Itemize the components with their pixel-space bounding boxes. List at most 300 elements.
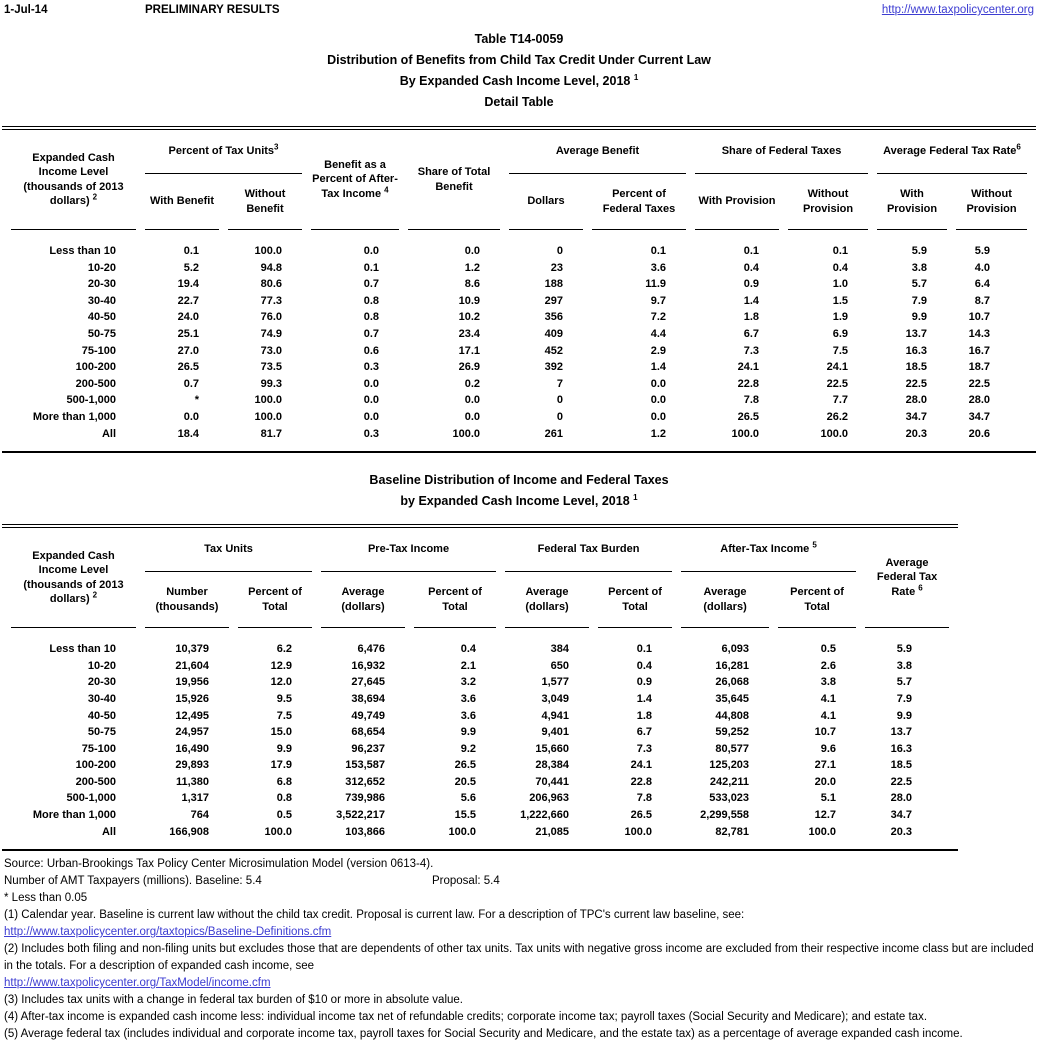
cell: 0.8 <box>276 792 293 805</box>
row-label: More than 1,000 <box>32 809 116 822</box>
cell: 0.3 <box>363 427 379 440</box>
table-row <box>11 790 949 807</box>
cell: 1,317 <box>181 792 209 805</box>
cell: 2.1 <box>460 659 477 672</box>
group-header-average-federal-tax-rate: Average Federal Tax Rate$^6$ <box>877 130 1027 174</box>
cell: 22.5 <box>826 377 848 390</box>
income-definition-link[interactable]: http://www.taxpolicycenter.org/TaxModel/income.cfm <box>4 977 271 990</box>
row-label: 100-200 <box>75 759 116 772</box>
cell: 1.2 <box>650 427 666 440</box>
table-row <box>11 674 949 691</box>
footnote-4: (4) After-tax income is expanded cash income less: individual income tax net of refundable credits; corporate income tax; payroll taxes (Social Security and Medicare); and estate tax. <box>4 1011 928 1024</box>
baseline-definitions-link[interactable]: http://www.taxpolicycenter.org/taxtopics/Baseline-Definitions.cfm <box>4 926 332 939</box>
column-header-average-federal-tax-rate: Average Federal Tax Rate $^6$ <box>865 528 949 628</box>
cell: 0.7 <box>363 278 379 291</box>
cell: 0.9 <box>636 676 653 689</box>
cell: 0.0 <box>650 377 666 390</box>
column-header-average-pretax: Average (dollars) <box>321 572 405 628</box>
cell: 18.4 <box>177 427 199 440</box>
cell: 3.8 <box>820 676 837 689</box>
cell: 26.2 <box>826 410 848 423</box>
cell: 0.1 <box>650 245 666 257</box>
cell: 1.4 <box>650 361 666 374</box>
cell: 0.5 <box>820 643 837 656</box>
amt-taxpayers-note <box>4 873 1038 890</box>
cell: 0.4 <box>832 261 848 274</box>
cell: 1.0 <box>832 278 848 291</box>
cell: 0.7 <box>183 377 199 390</box>
row-label: All <box>101 825 116 838</box>
column-header-with-benefit: With Benefit <box>145 174 219 230</box>
row-label: 20-30 <box>87 676 116 689</box>
cell: 4,941 <box>541 709 570 722</box>
cell: 10.9 <box>458 294 480 307</box>
cell: 1.5 <box>832 294 848 307</box>
subtitle: By Expanded Cash Income Level, 2018 $^1$ <box>399 72 639 88</box>
group-header-average-benefit: Average Benefit <box>509 130 686 174</box>
cell: 3,049 <box>541 692 570 705</box>
cell: 5.9 <box>974 245 990 257</box>
cell: 3.6 <box>650 261 666 274</box>
column-header-rate-without-provision: Without Provision <box>956 174 1027 230</box>
cell: 16.3 <box>905 344 927 357</box>
cell: 0.1 <box>183 245 199 257</box>
row-label: 50-75 <box>87 327 116 340</box>
cell: 7.5 <box>832 344 848 357</box>
cell: 9.2 <box>460 742 477 755</box>
cell: 38,694 <box>351 692 386 705</box>
cell: 19,956 <box>175 676 209 689</box>
cell: 764 <box>190 809 209 822</box>
footnote-3: (3) Includes tax units with a change in federal tax burden of $10 or more in absolute value. <box>4 994 463 1007</box>
row-label: 75-100 <box>81 344 116 357</box>
table-row <box>11 326 1027 343</box>
table-row <box>11 774 949 791</box>
row-label: 10-20 <box>87 261 116 274</box>
cell: 7.9 <box>896 692 913 705</box>
cell: 356 <box>544 311 563 324</box>
table-row <box>11 628 949 658</box>
cell: 94.8 <box>260 261 282 274</box>
cell: 5.9 <box>911 245 927 257</box>
cell: 7.8 <box>743 394 759 407</box>
cell: 0.6 <box>363 344 379 357</box>
cell: 0 <box>556 410 563 423</box>
table-row <box>11 260 1027 277</box>
cell: 9.5 <box>276 692 293 705</box>
cell: 21,604 <box>175 659 209 672</box>
column-header-percent-of-total-units: Percent of Total <box>238 572 312 628</box>
cell: 22.8 <box>737 377 759 390</box>
cell: 24.1 <box>826 361 848 374</box>
top-header-bar <box>0 0 1038 16</box>
cell: 261 <box>544 427 563 440</box>
footnote-5: (5) Average federal tax (includes individual and corporate income tax, payroll taxes for Social Security and Medicare, and the estate tax) as a percentage of average expanded cash income. <box>4 1028 963 1041</box>
cell: 29,893 <box>175 759 209 772</box>
cell: 100.0 <box>254 394 282 407</box>
cell: 0.0 <box>464 245 480 257</box>
cell: 0 <box>556 394 563 407</box>
cell: 15.0 <box>270 726 293 739</box>
table-row <box>11 409 1027 426</box>
cell: 82,781 <box>715 825 750 838</box>
group-header-percent-of-tax-units: Percent of Tax Units$^3$ <box>145 130 302 174</box>
cell: 7.8 <box>636 792 653 805</box>
amt-baseline-value: Number of AMT Taxpayers (millions). Baseline: 5.4 <box>4 875 262 888</box>
preliminary-results-label: PRELIMINARY RESULTS <box>145 4 280 16</box>
cell: 0.0 <box>363 245 379 257</box>
asterisk-note: * Less than 0.05 <box>4 892 88 905</box>
cell: 81.7 <box>260 427 282 440</box>
column-header-without-benefit: Without Benefit <box>228 174 302 230</box>
cell: 3.8 <box>896 659 913 672</box>
cell: 1.2 <box>464 261 480 274</box>
column-header-rate-with-provision: With Provision <box>877 174 947 230</box>
cell: 409 <box>544 327 563 340</box>
cell: 8.7 <box>974 294 990 307</box>
cell: 100.0 <box>820 427 848 440</box>
cell: 24.1 <box>630 759 653 772</box>
cell: 28.0 <box>890 792 913 805</box>
cell: 21,085 <box>535 825 570 838</box>
cell: 24.1 <box>737 361 759 374</box>
cell: 10.7 <box>814 726 837 739</box>
column-header-income-level: Expanded Cash Income Level (thousands of 2013 dollars) $^2$ <box>11 528 136 628</box>
cell: 17.1 <box>458 344 480 357</box>
cell: 2.6 <box>820 659 837 672</box>
cell: 6.8 <box>276 775 293 788</box>
cell: 9.7 <box>650 294 666 307</box>
row-label: Less than 10 <box>49 245 116 257</box>
cell: 10.2 <box>458 311 480 324</box>
column-header-share-of-total-benefit: Share of Total Benefit <box>408 130 500 230</box>
row-label: 30-40 <box>87 692 116 705</box>
cell: 13.7 <box>890 726 913 739</box>
cell: 17.9 <box>270 759 293 772</box>
cell: 80,577 <box>715 742 750 755</box>
cell: 392 <box>544 361 563 374</box>
cell: 5.7 <box>911 278 927 291</box>
table-number-title: Table T14-0059 <box>474 32 564 46</box>
cell: 20.3 <box>905 427 927 440</box>
cell: 20.3 <box>890 825 913 838</box>
row-label: 500-1,000 <box>66 394 116 407</box>
row-label: 100-200 <box>75 361 116 374</box>
cell: 166,908 <box>169 825 209 838</box>
cell: 650 <box>550 659 570 672</box>
cell: 22.5 <box>890 775 913 788</box>
cell: 16,490 <box>175 742 209 755</box>
column-header-percent-of-total-aftertax: Percent of Total <box>778 572 856 628</box>
cell: 4.4 <box>650 327 666 340</box>
cell: 3.2 <box>460 676 477 689</box>
cell: 0.0 <box>650 394 666 407</box>
cell: 125,203 <box>709 759 750 772</box>
row-label: 40-50 <box>87 311 116 324</box>
cell: 1.9 <box>832 311 848 324</box>
table-row <box>11 724 949 741</box>
cell: 9.9 <box>460 726 477 739</box>
table-row <box>11 708 949 725</box>
cell: 0.1 <box>636 643 653 656</box>
cell: 23.4 <box>458 327 480 340</box>
cell: 10,379 <box>175 643 209 656</box>
cell: 3,522,217 <box>336 809 386 822</box>
table-row <box>11 309 1027 326</box>
cell: 1,577 <box>541 676 570 689</box>
cell: 9.9 <box>896 709 913 722</box>
cell: 5.2 <box>183 261 199 274</box>
cell: 68,654 <box>351 726 386 739</box>
cell: 0.8 <box>363 294 379 307</box>
cell: 20.6 <box>968 427 990 440</box>
cell: 100.0 <box>254 410 282 423</box>
cell: 15.5 <box>454 809 477 822</box>
cell: * <box>194 394 199 407</box>
baseline-distribution-table <box>2 524 958 851</box>
cell: 153,587 <box>345 759 386 772</box>
cell: 27.1 <box>814 759 837 772</box>
detail-table-label: Detail Table <box>484 95 554 109</box>
column-header-number-thousands: Number (thousands) <box>145 572 229 628</box>
row-label: 40-50 <box>87 709 116 722</box>
cell: 0.9 <box>743 278 759 291</box>
cell: 4.0 <box>974 261 990 274</box>
cell: 12.7 <box>814 809 837 822</box>
column-header-average-burden: Average (dollars) <box>505 572 589 628</box>
cell: 20.0 <box>814 775 837 788</box>
cell: 28.0 <box>905 394 927 407</box>
group-header-after-tax-income: After-Tax Income $^5$ <box>681 528 856 572</box>
baseline-subtitle: by Expanded Cash Income Level, 2018 $^1$ <box>400 492 638 509</box>
cell: 0.5 <box>276 809 293 822</box>
cell: 26.9 <box>458 361 480 374</box>
table-row <box>11 658 949 675</box>
cell: 73.0 <box>260 344 282 357</box>
table-row <box>11 757 949 774</box>
cell: 70,441 <box>535 775 570 788</box>
cell: 5.1 <box>820 792 837 805</box>
cell: 100.0 <box>448 825 477 838</box>
cell: 16,932 <box>351 659 386 672</box>
cell: 26.5 <box>177 361 199 374</box>
group-header-federal-tax-burden: Federal Tax Burden <box>505 528 672 572</box>
cell: 384 <box>550 643 570 656</box>
cell: 6,476 <box>357 643 386 656</box>
cell: 18.5 <box>890 759 913 772</box>
cell: 28.0 <box>968 394 990 407</box>
cell: 7.3 <box>636 742 653 755</box>
cell: 7.5 <box>276 709 293 722</box>
column-header-dollars: Dollars <box>509 174 583 230</box>
cell: 188 <box>544 278 563 291</box>
cell: 100.0 <box>452 427 480 440</box>
cell: 35,645 <box>715 692 750 705</box>
column-header-share-with-provision: With Provision <box>695 174 779 230</box>
table-row <box>11 824 949 850</box>
table-row <box>11 359 1027 376</box>
cell: 16,281 <box>715 659 750 672</box>
document-title-block <box>0 29 1038 113</box>
cell: 312,652 <box>345 775 386 788</box>
table-row <box>11 807 949 824</box>
column-header-percent-of-total-pretax: Percent of Total <box>414 572 496 628</box>
taxpolicycenter-link[interactable]: http://www.taxpolicycenter.org <box>881 4 1034 16</box>
cell: 297 <box>544 294 563 307</box>
cell: 4.1 <box>820 709 837 722</box>
source-note: Source: Urban-Brookings Tax Policy Center Microsimulation Model (version 0613-4). <box>4 858 434 871</box>
footnotes-block <box>0 856 1038 1043</box>
group-header-pre-tax-income: Pre-Tax Income <box>321 528 496 572</box>
cell: 4.1 <box>820 692 837 705</box>
table-row <box>11 741 949 758</box>
table-row <box>11 230 1027 260</box>
cell: 452 <box>544 344 563 357</box>
cell: 9.9 <box>276 742 293 755</box>
cell: 9.6 <box>820 742 837 755</box>
cell: 7.7 <box>832 394 848 407</box>
footnote-2: (2) Includes both filing and non-filing units but excludes those that are dependents of other tax units. Tax units with negative gross income are excluded from their respective income class but are included in the totals. For a description of expanded cash income, see <box>4 943 1034 973</box>
cell: 0.4 <box>460 643 477 656</box>
cell: 6.4 <box>974 278 990 291</box>
cell: 0.0 <box>363 410 379 423</box>
cell: 12.0 <box>270 676 293 689</box>
cell: 16.7 <box>968 344 990 357</box>
cell: 9,401 <box>541 726 570 739</box>
cell: 34.7 <box>890 809 913 822</box>
cell: 6.7 <box>636 726 653 739</box>
cell: 0.4 <box>743 261 759 274</box>
main-title: Distribution of Benefits from Child Tax Credit Under Current Law <box>327 53 711 67</box>
group-header-share-of-federal-taxes: Share of Federal Taxes <box>695 130 868 174</box>
cell: 6.9 <box>832 327 848 340</box>
cell: 22.5 <box>905 377 927 390</box>
cell: 1.4 <box>636 692 653 705</box>
cell: 2.9 <box>650 344 666 357</box>
cell: 0.3 <box>363 361 379 374</box>
cell: 11.9 <box>645 278 666 291</box>
row-label: 500-1,000 <box>66 792 116 805</box>
row-label: 10-20 <box>87 659 116 672</box>
cell: 0.1 <box>743 245 759 257</box>
cell: 15,660 <box>535 742 570 755</box>
cell: 5.6 <box>460 792 477 805</box>
group-header-tax-units: Tax Units <box>145 528 312 572</box>
cell: 0.0 <box>464 394 480 407</box>
cell: 0.2 <box>464 377 480 390</box>
cell: 26.5 <box>630 809 653 822</box>
cell: 0.7 <box>363 327 379 340</box>
cell: 74.9 <box>260 327 282 340</box>
cell: 100.0 <box>624 825 653 838</box>
cell: 13.7 <box>905 327 927 340</box>
cell: 18.5 <box>905 361 927 374</box>
cell: 7.9 <box>911 294 927 307</box>
cell: 22.8 <box>630 775 653 788</box>
table-row <box>11 376 1027 393</box>
cell: 76.0 <box>260 311 282 324</box>
cell: 206,963 <box>529 792 570 805</box>
cell: 24,957 <box>175 726 209 739</box>
cell: 22.5 <box>968 377 990 390</box>
row-label: 20-30 <box>87 278 116 291</box>
table-row <box>11 293 1027 310</box>
cell: 18.7 <box>968 361 990 374</box>
column-header-percent-of-total-burden: Percent of Total <box>598 572 672 628</box>
cell: 24.0 <box>177 311 199 324</box>
cell: 533,023 <box>709 792 750 805</box>
cell: 26.5 <box>737 410 759 423</box>
baseline-table-title-block <box>0 470 1038 512</box>
cell: 12,495 <box>175 709 209 722</box>
cell: 12.9 <box>270 659 293 672</box>
cell: 26,068 <box>715 676 750 689</box>
cell: 2,299,558 <box>700 809 750 822</box>
cell: 34.7 <box>905 410 927 423</box>
cell: 1,222,660 <box>520 809 570 822</box>
cell: 0 <box>556 245 563 257</box>
table-row <box>11 276 1027 293</box>
cell: 100.0 <box>808 825 837 838</box>
row-label: Less than 10 <box>49 643 116 656</box>
cell: 49,749 <box>351 709 386 722</box>
cell: 0.0 <box>650 410 666 423</box>
cell: 28,384 <box>535 759 570 772</box>
cell: 25.1 <box>177 327 199 340</box>
cell: 103,866 <box>345 825 386 838</box>
footnote-1: (1) Calendar year. Baseline is current law without the child tax credit. Proposal is current law. For a description of TPC's current law baseline, see: <box>4 909 745 922</box>
benefit-distribution-table <box>2 126 1036 453</box>
cell: 0.0 <box>363 394 379 407</box>
column-header-average-aftertax: Average (dollars) <box>681 572 769 628</box>
cell: 6.7 <box>743 327 759 340</box>
cell: 14.3 <box>968 327 990 340</box>
cell: 59,252 <box>715 726 750 739</box>
cell: 3.6 <box>460 709 477 722</box>
cell: 7 <box>556 377 563 390</box>
cell: 1.4 <box>743 294 759 307</box>
cell: 0.1 <box>363 261 379 274</box>
cell: 3.6 <box>460 692 477 705</box>
cell: 73.5 <box>260 361 282 374</box>
report-date: 1-Jul-14 <box>4 4 48 16</box>
cell: 27.0 <box>177 344 199 357</box>
cell: 100.0 <box>264 825 293 838</box>
cell: 0.0 <box>363 377 379 390</box>
cell: 1.8 <box>636 709 653 722</box>
cell: 77.3 <box>260 294 282 307</box>
cell: 0.4 <box>636 659 653 672</box>
cell: 8.6 <box>464 278 480 291</box>
cell: 242,211 <box>709 775 750 788</box>
cell: 23 <box>550 261 563 274</box>
cell: 100.0 <box>254 245 282 257</box>
row-label: More than 1,000 <box>32 410 116 423</box>
table-row <box>11 343 1027 360</box>
cell: 15,926 <box>175 692 209 705</box>
cell: 0.8 <box>363 311 379 324</box>
row-label: All <box>101 427 116 440</box>
cell: 80.6 <box>260 278 282 291</box>
cell: 3.8 <box>911 261 927 274</box>
cell: 26.5 <box>454 759 477 772</box>
cell: 1.8 <box>743 311 759 324</box>
cell: 0.1 <box>832 245 848 257</box>
table-row <box>11 691 949 708</box>
cell: 739,986 <box>345 792 386 805</box>
cell: 44,808 <box>715 709 750 722</box>
row-label: 75-100 <box>81 742 116 755</box>
